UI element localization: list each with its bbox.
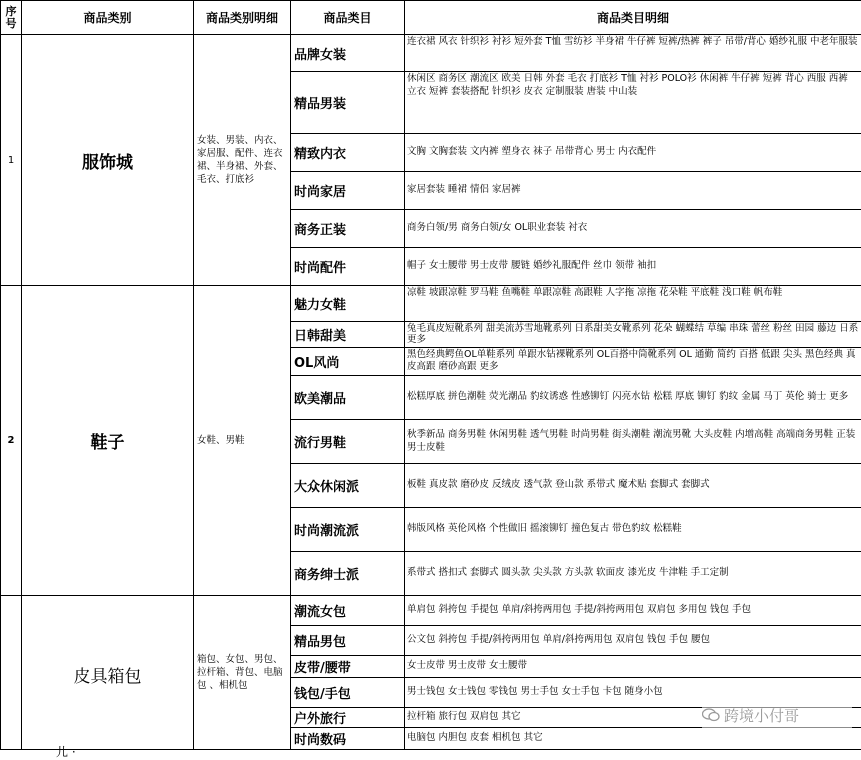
category-cell: 皮具箱包 [22, 596, 194, 750]
category-cell: 服饰城 [22, 35, 194, 286]
subcategory-cell: 欧美潮品 [291, 376, 405, 420]
subcategory-cell: 时尚潮流派 [291, 508, 405, 552]
table-row [1, 596, 861, 626]
subcategory-cell: 流行男鞋 [291, 420, 405, 464]
subcategory-cell: 品牌女装 [291, 35, 405, 72]
header-row [1, 1, 861, 35]
subcategory-cell: 大众休闲派 [291, 464, 405, 508]
subcategory-detail-cell: 拉杆箱 旅行包 双肩包 其它 [405, 708, 861, 728]
subcategory-cell: 时尚配件 [291, 248, 405, 286]
subcategory-cell: 商务绅士派 [291, 552, 405, 596]
header-category-detail: 商品类别明细 [194, 1, 291, 35]
category-detail-cell: 女鞋、男鞋 [194, 286, 291, 596]
table-row [1, 286, 861, 322]
category-detail-cell: 箱包、女包、男包、拉杆箱、背包、电脑包 、相机包 [194, 596, 291, 750]
subcategory-detail-cell: 商务白领/男 商务白领/女 OL职业套装 衬衣 [405, 210, 861, 248]
subcategory-cell: OL风尚 [291, 348, 405, 376]
subcategory-detail-cell: 秋季新品 商务男鞋 休闲男鞋 透气男鞋 时尚男鞋 街头潮鞋 潮流男靴 大头皮鞋 内增高鞋 高端商务男鞋 正装男士皮鞋 [405, 420, 861, 464]
subcategory-cell: 日韩甜美 [291, 322, 405, 348]
watermark [702, 702, 852, 728]
subcategory-cell: 钱包/手包 [291, 678, 405, 708]
subcategory-cell: 精品男包 [291, 626, 405, 656]
wechat-icon [702, 708, 720, 722]
subcategory-detail-cell: 板鞋 真皮款 磨砂皮 反绒皮 透气款 登山款 系带式 魔术贴 套脚式 套脚式 [405, 464, 861, 508]
header-seq: 序号 [1, 1, 22, 35]
watermark-text: 跨境小付哥 [724, 705, 799, 726]
header-subcategory: 商品类目 [291, 1, 405, 35]
subcategory-detail-cell: 系带式 搭扣式 套脚式 圆头款 尖头款 方头款 软面皮 漆光皮 牛津鞋 手工定制 [405, 552, 861, 596]
subcategory-detail-cell: 女士皮带 男士皮带 女士腰带 [405, 656, 861, 678]
category-cell: 鞋子 [22, 286, 194, 596]
subcategory-detail-cell: 公文包 斜挎包 手提/斜挎两用包 单肩/斜挎两用包 双肩包 钱包 手包 腰包 [405, 626, 861, 656]
subcategory-detail-cell: 男士钱包 女士钱包 零钱包 男士手包 女士手包 卡包 随身小包 [405, 678, 861, 708]
subcategory-detail-cell: 休闲区 商务区 潮流区 欧美 日韩 外套 毛衣 打底衫 T恤 衬衫 POLO衫 休闲裤 牛仔裤 短裤 背心 西服 西裤 立衣 短裤 套装搭配 针织衫 皮衣 定制服装 唐装 中山装 [405, 72, 861, 134]
header-category: 商品类别 [22, 1, 194, 35]
subcategory-detail-cell: 凉鞋 坡跟凉鞋 罗马鞋 鱼嘴鞋 单跟凉鞋 高跟鞋 人字拖 凉拖 花朵鞋 平底鞋 浅口鞋 帆布鞋 [405, 286, 861, 322]
subcategory-detail-cell: 松糕厚底 拼色潮鞋 荧光潮品 豹纹诱惑 性感铆钉 闪亮水钻 松糕 厚底 铆钉 豹纹 金属 马丁 英伦 骑士 更多 [405, 376, 861, 420]
subcategory-cell: 潮流女包 [291, 596, 405, 626]
subcategory-detail-cell: 电脑包 内胆包 皮套 相机包 其它 [405, 728, 861, 750]
seq-cell: 2 [1, 286, 22, 596]
subcategory-detail-cell: 黑色经典鳄鱼OL单鞋系列 单跟水钻裸靴系列 OL百搭中筒靴系列 OL 通勤 简约 百搭 低跟 尖头 黑色经典 真皮高跟 磨砂高跟 更多 [405, 348, 861, 376]
subcategory-detail-cell: 家居套装 睡裙 情侣 家居裤 [405, 172, 861, 210]
subcategory-cell: 户外旅行 [291, 708, 405, 728]
category-detail-cell: 女装、男装、内衣、家居服、配件、连衣裙、半身裙、外套、毛衣、打底衫 [194, 35, 291, 286]
table-row [1, 35, 861, 72]
header-subcategory-detail: 商品类目明细 [405, 1, 861, 35]
subcategory-cell: 皮带/腰带 [291, 656, 405, 678]
subcategory-cell: 时尚家居 [291, 172, 405, 210]
subcategory-cell: 时尚数码 [291, 728, 405, 750]
subcategory-cell: 商务正装 [291, 210, 405, 248]
subcategory-detail-cell: 文胸 文胸套装 文内裤 塑身衣 袜子 吊带背心 男士 内衣配件 [405, 134, 861, 172]
clipped-category-label: 儿 · [56, 743, 76, 760]
subcategory-cell: 精致内衣 [291, 134, 405, 172]
subcategory-detail-cell: 连衣裙 风衣 针织衫 衬衫 短外套 T恤 雪纺衫 半身裙 牛仔裤 短裤/热裤 裤子 吊带/背心 婚纱礼服 中老年服装 [405, 35, 861, 72]
subcategory-detail-cell: 单肩包 斜挎包 手提包 单肩/斜挎两用包 手提/斜挎两用包 双肩包 多用包 钱包 手包 [405, 596, 861, 626]
subcategory-detail-cell: 帽子 女士腰带 男士皮带 腰链 婚纱礼服配件 丝巾 领带 袖扣 [405, 248, 861, 286]
seq-cell [1, 596, 22, 750]
subcategory-cell: 魅力女鞋 [291, 286, 405, 322]
subcategory-detail-cell: 兔毛真皮短靴系列 甜美流苏雪地靴系列 日系甜美女靴系列 花朵 蝴蝶结 草编 串珠 蕾丝 粉丝 田园 藤边 日系 更多 [405, 322, 861, 348]
subcategory-detail-cell: 韩版风格 英伦风格 个性做旧 摇滚铆钉 撞色复古 带色豹纹 松糕鞋 [405, 508, 861, 552]
subcategory-cell: 精品男装 [291, 72, 405, 134]
seq-cell: 1 [1, 35, 22, 286]
